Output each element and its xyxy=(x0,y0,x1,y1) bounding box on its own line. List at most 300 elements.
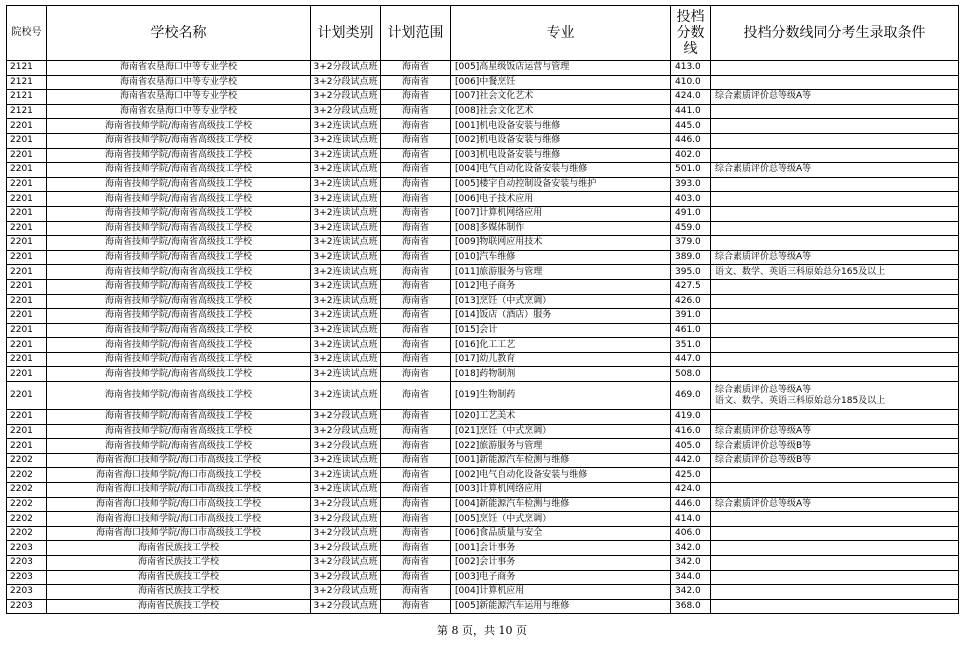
cell-score: 427.5 xyxy=(671,279,711,294)
cell-score: 491.0 xyxy=(671,206,711,221)
cell-major: [005]楼宇自动控制设备安装与维护 xyxy=(451,177,671,192)
table-row xyxy=(7,75,959,90)
cell-plan-scope: 海南省 xyxy=(381,163,451,178)
cell-score: 391.0 xyxy=(671,309,711,324)
cell-school: 海南省海口技师学院/海口市高级技工学校 xyxy=(47,497,311,512)
table-row xyxy=(7,163,959,178)
cell-plan-type: 3+2分段试点班 xyxy=(311,570,381,585)
cell-code: 2202 xyxy=(7,453,47,468)
table-row xyxy=(7,570,959,585)
cell-score: 419.0 xyxy=(671,410,711,425)
table-row xyxy=(7,367,959,382)
cell-condition xyxy=(711,570,959,585)
table-row xyxy=(7,133,959,148)
cell-plan-type: 3+2分段试点班 xyxy=(311,585,381,600)
cell-plan-scope: 海南省 xyxy=(381,104,451,119)
cell-code: 2201 xyxy=(7,163,47,178)
cell-condition xyxy=(711,309,959,324)
cell-condition: 综合素质评价总等级B等 xyxy=(711,453,959,468)
cell-major: [022]旅游服务与管理 xyxy=(451,439,671,454)
cell-code: 2201 xyxy=(7,352,47,367)
cell-condition xyxy=(711,599,959,614)
cell-plan-scope: 海南省 xyxy=(381,221,451,236)
cell-score: 426.0 xyxy=(671,294,711,309)
cell-score: 501.0 xyxy=(671,163,711,178)
cell-score: 342.0 xyxy=(671,541,711,556)
cell-condition xyxy=(711,323,959,338)
cell-school: 海南省技师学院/海南省高级技工学校 xyxy=(47,439,311,454)
cell-plan-scope: 海南省 xyxy=(381,512,451,527)
cell-code: 2202 xyxy=(7,512,47,527)
cell-code: 2203 xyxy=(7,599,47,614)
cell-plan-scope: 海南省 xyxy=(381,367,451,382)
cell-school: 海南省技师学院/海南省高级技工学校 xyxy=(47,323,311,338)
cell-score: 351.0 xyxy=(671,338,711,353)
cell-school: 海南省农垦海口中等专业学校 xyxy=(47,104,311,119)
cell-school: 海南省海口技师学院/海口市高级技工学校 xyxy=(47,453,311,468)
cell-plan-scope: 海南省 xyxy=(381,177,451,192)
cell-school: 海南省农垦海口中等专业学校 xyxy=(47,61,311,76)
cell-code: 2201 xyxy=(7,309,47,324)
cell-code: 2201 xyxy=(7,338,47,353)
cell-plan-scope: 海南省 xyxy=(381,526,451,541)
cell-plan-type: 3+2连读试点班 xyxy=(311,192,381,207)
cell-major: [002]机电设备安装与维修 xyxy=(451,133,671,148)
cell-plan-type: 3+2连读试点班 xyxy=(311,279,381,294)
cell-plan-type: 3+2连读试点班 xyxy=(311,338,381,353)
cell-plan-type: 3+2连读试点班 xyxy=(311,468,381,483)
cell-plan-scope: 海南省 xyxy=(381,556,451,571)
cell-plan-scope: 海南省 xyxy=(381,570,451,585)
cell-major: [016]化工工艺 xyxy=(451,338,671,353)
cell-score: 424.0 xyxy=(671,483,711,498)
cell-condition xyxy=(711,133,959,148)
cell-plan-type: 3+2连读试点班 xyxy=(311,119,381,134)
cell-major: [005]新能源汽车运用与维修 xyxy=(451,599,671,614)
cell-score: 379.0 xyxy=(671,236,711,251)
cell-major: [006]中餐烹饪 xyxy=(451,75,671,90)
cell-major: [014]饭店（酒店）服务 xyxy=(451,309,671,324)
cell-plan-scope: 海南省 xyxy=(381,279,451,294)
cell-score: 393.0 xyxy=(671,177,711,192)
cell-score: 425.0 xyxy=(671,468,711,483)
cell-plan-type: 3+2分段试点班 xyxy=(311,104,381,119)
cell-plan-scope: 海南省 xyxy=(381,192,451,207)
cell-school: 海南省民族技工学校 xyxy=(47,556,311,571)
cell-plan-scope: 海南省 xyxy=(381,61,451,76)
cell-school: 海南省技师学院/海南省高级技工学校 xyxy=(47,133,311,148)
header-code: 院校号 xyxy=(7,6,47,61)
cell-school: 海南省民族技工学校 xyxy=(47,541,311,556)
cell-code: 2201 xyxy=(7,294,47,309)
cell-plan-type: 3+2连读试点班 xyxy=(311,483,381,498)
cell-major: [002]电气自动化设备安装与维修 xyxy=(451,468,671,483)
cell-plan-scope: 海南省 xyxy=(381,119,451,134)
cell-code: 2121 xyxy=(7,90,47,105)
cell-plan-scope: 海南省 xyxy=(381,309,451,324)
cell-plan-type: 3+2连读试点班 xyxy=(311,323,381,338)
cell-plan-type: 3+2分段试点班 xyxy=(311,526,381,541)
cell-major: [017]幼儿教育 xyxy=(451,352,671,367)
cell-plan-scope: 海南省 xyxy=(381,483,451,498)
cell-score: 368.0 xyxy=(671,599,711,614)
cell-major: [002]会计事务 xyxy=(451,556,671,571)
header-plan-scope: 计划范围 xyxy=(381,6,451,61)
table-row xyxy=(7,410,959,425)
cell-major: [003]计算机网络应用 xyxy=(451,483,671,498)
cell-condition xyxy=(711,367,959,382)
cell-major: [004]新能源汽车检测与维修 xyxy=(451,497,671,512)
cell-plan-scope: 海南省 xyxy=(381,206,451,221)
cell-score: 342.0 xyxy=(671,585,711,600)
table-header-row xyxy=(7,6,959,61)
table-row xyxy=(7,206,959,221)
cell-score: 441.0 xyxy=(671,104,711,119)
header-school: 学校名称 xyxy=(47,6,311,61)
cell-major: [019]生物制药 xyxy=(451,382,671,410)
cell-plan-type: 3+2连读试点班 xyxy=(311,133,381,148)
cell-condition xyxy=(711,352,959,367)
cell-school: 海南省民族技工学校 xyxy=(47,599,311,614)
cell-plan-scope: 海南省 xyxy=(381,453,451,468)
cell-school: 海南省技师学院/海南省高级技工学校 xyxy=(47,148,311,163)
cell-condition xyxy=(711,483,959,498)
cell-plan-type: 3+2连读试点班 xyxy=(311,367,381,382)
cell-condition: 语文、数学、英语三科原始总分165及以上 xyxy=(711,265,959,280)
cell-score: 344.0 xyxy=(671,570,711,585)
table-row xyxy=(7,309,959,324)
cell-plan-type: 3+2分段试点班 xyxy=(311,599,381,614)
cell-code: 2203 xyxy=(7,585,47,600)
cell-major: [015]会计 xyxy=(451,323,671,338)
cell-code: 2202 xyxy=(7,526,47,541)
cell-score: 389.0 xyxy=(671,250,711,265)
cell-score: 508.0 xyxy=(671,367,711,382)
cell-condition xyxy=(711,410,959,425)
cell-plan-type: 3+2连读试点班 xyxy=(311,352,381,367)
page-footer: 第 8 页，共 10 页 xyxy=(437,624,527,637)
cell-plan-scope: 海南省 xyxy=(381,599,451,614)
cell-code: 2201 xyxy=(7,439,47,454)
cell-school: 海南省农垦海口中等专业学校 xyxy=(47,90,311,105)
cell-major: [001]新能源汽车检测与维修 xyxy=(451,453,671,468)
cell-code: 2201 xyxy=(7,382,47,410)
table-row xyxy=(7,497,959,512)
cell-school: 海南省民族技工学校 xyxy=(47,585,311,600)
cell-code: 2203 xyxy=(7,541,47,556)
cell-school: 海南省技师学院/海南省高级技工学校 xyxy=(47,192,311,207)
cell-condition: 综合素质评价总等级A等 xyxy=(711,90,959,105)
cell-major: [007]计算机网络应用 xyxy=(451,206,671,221)
cell-condition xyxy=(711,279,959,294)
cell-major: [006]食品质量与安全 xyxy=(451,526,671,541)
cell-major: [010]汽车维修 xyxy=(451,250,671,265)
cell-plan-scope: 海南省 xyxy=(381,468,451,483)
table-row xyxy=(7,61,959,76)
table-row xyxy=(7,556,959,571)
cell-plan-type: 3+2分段试点班 xyxy=(311,424,381,439)
table-row xyxy=(7,119,959,134)
cell-score: 445.0 xyxy=(671,119,711,134)
cell-major: [004]电气自动化设备安装与维修 xyxy=(451,163,671,178)
table-row xyxy=(7,90,959,105)
cell-condition xyxy=(711,192,959,207)
cell-plan-type: 3+2分段试点班 xyxy=(311,439,381,454)
cell-plan-type: 3+2连读试点班 xyxy=(311,177,381,192)
cell-code: 2121 xyxy=(7,61,47,76)
cell-score: 469.0 xyxy=(671,382,711,410)
cell-condition xyxy=(711,512,959,527)
table-row xyxy=(7,279,959,294)
cell-code: 2202 xyxy=(7,483,47,498)
table-row xyxy=(7,382,959,410)
cell-plan-scope: 海南省 xyxy=(381,250,451,265)
cell-plan-scope: 海南省 xyxy=(381,424,451,439)
cell-condition: 综合素质评价总等级A等 xyxy=(711,163,959,178)
cell-condition xyxy=(711,119,959,134)
cell-school: 海南省技师学院/海南省高级技工学校 xyxy=(47,352,311,367)
table-row xyxy=(7,192,959,207)
cell-code: 2201 xyxy=(7,410,47,425)
cell-code: 2201 xyxy=(7,250,47,265)
cell-condition xyxy=(711,61,959,76)
cell-score: 459.0 xyxy=(671,221,711,236)
cell-score: 410.0 xyxy=(671,75,711,90)
cell-school: 海南省民族技工学校 xyxy=(47,570,311,585)
cell-score: 402.0 xyxy=(671,148,711,163)
cell-code: 2201 xyxy=(7,192,47,207)
table-row xyxy=(7,294,959,309)
cell-code: 2202 xyxy=(7,497,47,512)
cell-plan-scope: 海南省 xyxy=(381,338,451,353)
cell-major: [007]社会文化艺术 xyxy=(451,90,671,105)
cell-plan-type: 3+2分段试点班 xyxy=(311,541,381,556)
cell-code: 2201 xyxy=(7,323,47,338)
cell-plan-scope: 海南省 xyxy=(381,90,451,105)
cell-code: 2121 xyxy=(7,104,47,119)
cell-condition: 综合素质评价总等级A等 语文、数学、英语三科原始总分185及以上 xyxy=(711,382,959,410)
cell-plan-type: 3+2连读试点班 xyxy=(311,382,381,410)
cell-major: [020]工艺美术 xyxy=(451,410,671,425)
table-row xyxy=(7,453,959,468)
cell-major: [001]会计事务 xyxy=(451,541,671,556)
cell-school: 海南省技师学院/海南省高级技工学校 xyxy=(47,250,311,265)
table-row xyxy=(7,323,959,338)
cell-code: 2201 xyxy=(7,221,47,236)
cell-plan-type: 3+2连读试点班 xyxy=(311,294,381,309)
cell-plan-type: 3+2连读试点班 xyxy=(311,309,381,324)
cell-code: 2121 xyxy=(7,75,47,90)
cell-condition xyxy=(711,526,959,541)
cell-score: 405.0 xyxy=(671,439,711,454)
cell-score: 403.0 xyxy=(671,192,711,207)
cell-major: [012]电子商务 xyxy=(451,279,671,294)
cell-school: 海南省技师学院/海南省高级技工学校 xyxy=(47,382,311,410)
cell-score: 414.0 xyxy=(671,512,711,527)
cell-code: 2201 xyxy=(7,236,47,251)
cell-plan-type: 3+2连读试点班 xyxy=(311,163,381,178)
cell-plan-scope: 海南省 xyxy=(381,265,451,280)
cell-code: 2201 xyxy=(7,279,47,294)
cell-plan-scope: 海南省 xyxy=(381,75,451,90)
cell-score: 447.0 xyxy=(671,352,711,367)
cell-major: [013]烹饪（中式烹调） xyxy=(451,294,671,309)
table-row xyxy=(7,177,959,192)
header-major: 专业 xyxy=(451,6,671,61)
cell-major: [006]电子技术应用 xyxy=(451,192,671,207)
cell-score: 395.0 xyxy=(671,265,711,280)
cell-school: 海南省技师学院/海南省高级技工学校 xyxy=(47,338,311,353)
cell-plan-scope: 海南省 xyxy=(381,541,451,556)
table-row xyxy=(7,221,959,236)
cell-major: [008]多媒体制作 xyxy=(451,221,671,236)
cell-condition: 综合素质评价总等级A等 xyxy=(711,497,959,512)
cell-plan-scope: 海南省 xyxy=(381,439,451,454)
header-plan-type: 计划类别 xyxy=(311,6,381,61)
cell-plan-scope: 海南省 xyxy=(381,133,451,148)
cell-condition xyxy=(711,556,959,571)
cell-code: 2201 xyxy=(7,177,47,192)
cell-major: [021]烹饪（中式烹调） xyxy=(451,424,671,439)
cell-plan-type: 3+2连读试点班 xyxy=(311,265,381,280)
cell-plan-scope: 海南省 xyxy=(381,352,451,367)
cell-score: 424.0 xyxy=(671,90,711,105)
cell-major: [011]旅游服务与管理 xyxy=(451,265,671,280)
cell-score: 413.0 xyxy=(671,61,711,76)
table-row xyxy=(7,483,959,498)
table-row xyxy=(7,250,959,265)
cell-condition xyxy=(711,221,959,236)
cell-school: 海南省海口技师学院/海口市高级技工学校 xyxy=(47,526,311,541)
table-row xyxy=(7,236,959,251)
cell-code: 2203 xyxy=(7,570,47,585)
cell-code: 2203 xyxy=(7,556,47,571)
cell-code: 2201 xyxy=(7,424,47,439)
cell-plan-scope: 海南省 xyxy=(381,497,451,512)
cell-condition xyxy=(711,294,959,309)
cell-condition: 综合素质评价总等级A等 xyxy=(711,424,959,439)
table-row xyxy=(7,338,959,353)
cell-major: [005]高星级饭店运营与管理 xyxy=(451,61,671,76)
cell-school: 海南省技师学院/海南省高级技工学校 xyxy=(47,119,311,134)
table-row xyxy=(7,526,959,541)
cell-condition xyxy=(711,338,959,353)
cell-school: 海南省技师学院/海南省高级技工学校 xyxy=(47,236,311,251)
cell-plan-type: 3+2连读试点班 xyxy=(311,453,381,468)
cell-condition xyxy=(711,104,959,119)
cell-score: 442.0 xyxy=(671,453,711,468)
cell-school: 海南省农垦海口中等专业学校 xyxy=(47,75,311,90)
cell-code: 2201 xyxy=(7,367,47,382)
table-row xyxy=(7,265,959,280)
table-row xyxy=(7,148,959,163)
cell-plan-type: 3+2分段试点班 xyxy=(311,497,381,512)
cell-condition xyxy=(711,468,959,483)
cell-school: 海南省技师学院/海南省高级技工学校 xyxy=(47,163,311,178)
table-row xyxy=(7,512,959,527)
cell-school: 海南省技师学院/海南省高级技工学校 xyxy=(47,309,311,324)
cell-condition xyxy=(711,236,959,251)
header-score: 投档 分数 线 xyxy=(671,6,711,61)
cell-school: 海南省技师学院/海南省高级技工学校 xyxy=(47,294,311,309)
cell-plan-type: 3+2分段试点班 xyxy=(311,512,381,527)
cell-school: 海南省海口技师学院/海口市高级技工学校 xyxy=(47,483,311,498)
table-row xyxy=(7,468,959,483)
cell-plan-scope: 海南省 xyxy=(381,382,451,410)
cell-code: 2201 xyxy=(7,148,47,163)
cell-plan-scope: 海南省 xyxy=(381,148,451,163)
table-row xyxy=(7,424,959,439)
cell-code: 2201 xyxy=(7,206,47,221)
header-condition: 投档分数线同分考生录取条件 xyxy=(711,6,959,61)
cell-major: [001]机电设备安装与维修 xyxy=(451,119,671,134)
cell-major: [003]机电设备安装与维修 xyxy=(451,148,671,163)
cell-condition xyxy=(711,541,959,556)
cell-major: [004]计算机应用 xyxy=(451,585,671,600)
cell-plan-scope: 海南省 xyxy=(381,410,451,425)
cell-school: 海南省技师学院/海南省高级技工学校 xyxy=(47,221,311,236)
table-row xyxy=(7,541,959,556)
cell-major: [003]电子商务 xyxy=(451,570,671,585)
cell-score: 416.0 xyxy=(671,424,711,439)
cell-plan-scope: 海南省 xyxy=(381,585,451,600)
table-row xyxy=(7,104,959,119)
cell-major: [008]社会文化艺术 xyxy=(451,104,671,119)
cell-plan-type: 3+2分段试点班 xyxy=(311,90,381,105)
cell-plan-type: 3+2连读试点班 xyxy=(311,236,381,251)
cell-plan-type: 3+2分段试点班 xyxy=(311,410,381,425)
cell-school: 海南省技师学院/海南省高级技工学校 xyxy=(47,279,311,294)
cell-school: 海南省技师学院/海南省高级技工学校 xyxy=(47,206,311,221)
cell-plan-type: 3+2分段试点班 xyxy=(311,556,381,571)
cell-score: 461.0 xyxy=(671,323,711,338)
table-row xyxy=(7,599,959,614)
cell-code: 2201 xyxy=(7,133,47,148)
table-row xyxy=(7,352,959,367)
cell-score: 406.0 xyxy=(671,526,711,541)
admission-score-sheet xyxy=(6,5,958,614)
cell-plan-type: 3+2分段试点班 xyxy=(311,61,381,76)
cell-condition xyxy=(711,177,959,192)
cell-major: [009]物联网应用技术 xyxy=(451,236,671,251)
cell-plan-type: 3+2连读试点班 xyxy=(311,206,381,221)
cell-plan-type: 3+2连读试点班 xyxy=(311,148,381,163)
cell-school: 海南省技师学院/海南省高级技工学校 xyxy=(47,177,311,192)
cell-school: 海南省海口技师学院/海口市高级技工学校 xyxy=(47,468,311,483)
table-body xyxy=(7,61,959,614)
cell-condition xyxy=(711,75,959,90)
cell-plan-type: 3+2分段试点班 xyxy=(311,75,381,90)
cell-condition xyxy=(711,206,959,221)
cell-plan-type: 3+2连读试点班 xyxy=(311,221,381,236)
cell-score: 342.0 xyxy=(671,556,711,571)
cell-school: 海南省技师学院/海南省高级技工学校 xyxy=(47,424,311,439)
cell-condition xyxy=(711,148,959,163)
cell-plan-type: 3+2连读试点班 xyxy=(311,250,381,265)
cell-plan-scope: 海南省 xyxy=(381,294,451,309)
cell-condition xyxy=(711,585,959,600)
cell-code: 2202 xyxy=(7,468,47,483)
cell-code: 2201 xyxy=(7,265,47,280)
cell-code: 2201 xyxy=(7,119,47,134)
cell-major: [018]药物制剂 xyxy=(451,367,671,382)
cell-score: 446.0 xyxy=(671,497,711,512)
cell-plan-scope: 海南省 xyxy=(381,236,451,251)
cell-condition: 综合素质评价总等级B等 xyxy=(711,439,959,454)
cell-school: 海南省海口技师学院/海口市高级技工学校 xyxy=(47,512,311,527)
cell-score: 446.0 xyxy=(671,133,711,148)
cell-plan-scope: 海南省 xyxy=(381,323,451,338)
